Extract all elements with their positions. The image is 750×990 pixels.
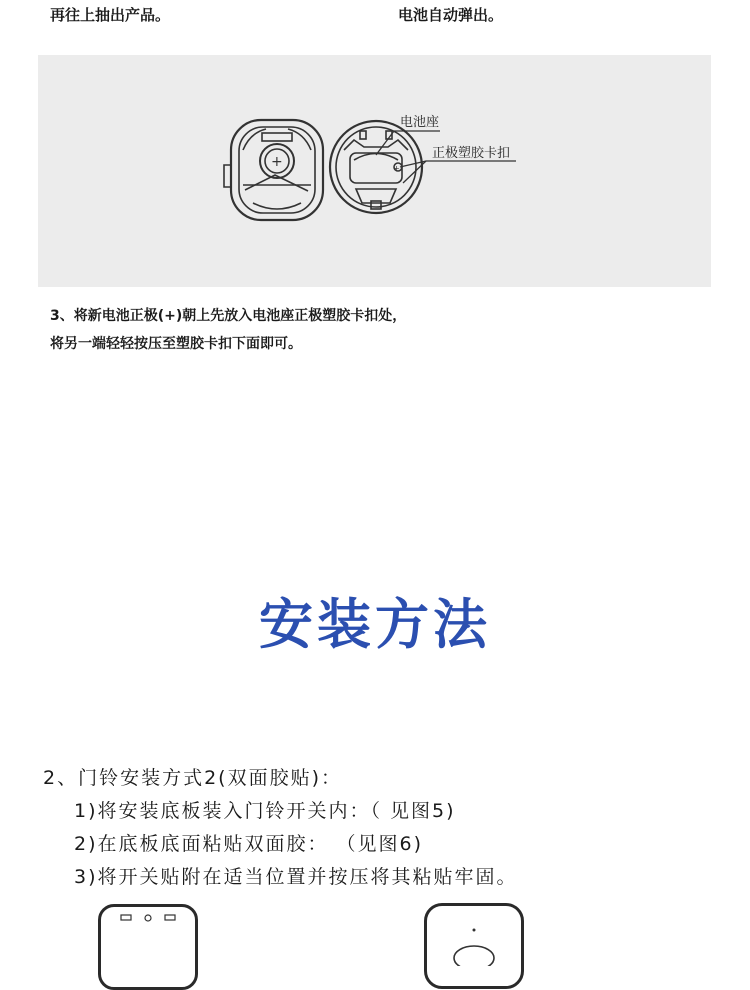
doorbell-base-illustration <box>98 904 198 990</box>
svg-text:+: + <box>393 164 400 173</box>
base-plate-icon <box>101 907 195 963</box>
step3-text-line1: 3、将新电池正极(+)朝上先放入电池座正极塑胶卡扣处， <box>50 308 407 324</box>
doorbell-switch-illustration <box>424 903 524 989</box>
install-heading: 2、门铃安装方式2(双面胶贴)： <box>43 767 343 789</box>
label-positive-clip: 正极塑胶卡扣 <box>432 146 511 161</box>
device-back-illustration <box>224 120 323 220</box>
install-step-1: 1)将安装底板装入门铃开关内：（ 见图5) <box>74 800 456 822</box>
install-step-3: 3)将开关贴附在适当位置并按压将其粘贴牢固。 <box>74 866 518 888</box>
doorbell-button-icon <box>427 906 521 966</box>
step3-text-line2: 将另一端轻轻按压至塑胶卡扣下面即可。 <box>50 336 302 352</box>
section-title: 安装方法 <box>259 593 491 656</box>
instruction-text-right: 电池自动弹出。 <box>398 6 504 24</box>
plus-symbol: + <box>271 154 283 170</box>
battery-diagram <box>38 55 711 287</box>
install-step-2: 2)在底板底面粘贴双面胶： （见图6) <box>74 833 424 855</box>
battery-diagram-panel <box>38 55 711 287</box>
battery-holder-zoom-illustration <box>330 121 422 213</box>
label-battery-holder: 电池座 <box>400 115 440 130</box>
instruction-text-left: 再往上抽出产品。 <box>50 6 171 24</box>
